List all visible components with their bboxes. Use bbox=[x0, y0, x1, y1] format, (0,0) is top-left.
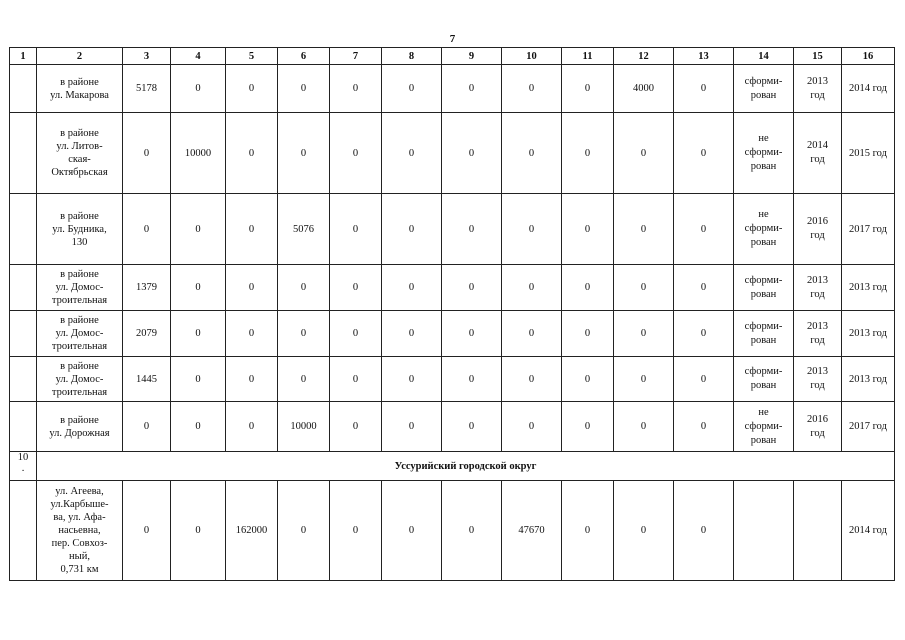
value-cell-8: 0 bbox=[382, 481, 442, 581]
header-cell-9: 9 bbox=[442, 48, 502, 65]
section-number: 10 . bbox=[10, 452, 37, 481]
value-cell-11: 0 bbox=[562, 194, 614, 265]
value-cell-9: 0 bbox=[442, 357, 502, 402]
value-cell-8: 0 bbox=[382, 113, 442, 194]
value-cell-8: 0 bbox=[382, 194, 442, 265]
object-name-cell: в районе ул. Макарова bbox=[37, 65, 123, 113]
value-cell-7: 0 bbox=[330, 402, 382, 452]
year-end-cell: 2017 год bbox=[842, 194, 895, 265]
value-cell-4: 0 bbox=[171, 194, 226, 265]
header-row bbox=[10, 48, 895, 65]
value-cell-5: 0 bbox=[226, 357, 278, 402]
value-cell-8: 0 bbox=[382, 402, 442, 452]
value-cell-9: 0 bbox=[442, 311, 502, 357]
year-end-cell: 2013 год bbox=[842, 311, 895, 357]
value-cell-12: 0 bbox=[614, 194, 674, 265]
table-row bbox=[10, 113, 895, 194]
year-end-cell: 2014 год bbox=[842, 481, 895, 581]
value-cell-13: 0 bbox=[674, 194, 734, 265]
header-cell-10: 10 bbox=[502, 48, 562, 65]
year-start-cell: 2013 год bbox=[794, 265, 842, 311]
row-number-cell bbox=[10, 402, 37, 452]
value-cell-5: 0 bbox=[226, 265, 278, 311]
header-cell-2: 2 bbox=[37, 48, 123, 65]
value-cell-10: 0 bbox=[502, 113, 562, 194]
value-cell-7: 0 bbox=[330, 194, 382, 265]
year-end-cell: 2017 год bbox=[842, 402, 895, 452]
value-cell-12: 0 bbox=[614, 265, 674, 311]
value-cell-9: 0 bbox=[442, 65, 502, 113]
value-cell-4: 0 bbox=[171, 311, 226, 357]
value-cell-10: 0 bbox=[502, 402, 562, 452]
table-row bbox=[10, 194, 895, 265]
value-cell-9: 0 bbox=[442, 113, 502, 194]
value-cell-6: 10000 bbox=[278, 402, 330, 452]
table-row bbox=[10, 481, 895, 581]
value-cell-11: 0 bbox=[562, 481, 614, 581]
header-cell-4: 4 bbox=[171, 48, 226, 65]
object-name-cell: в районе ул. Домос- троительная bbox=[37, 311, 123, 357]
year-start-cell: 2013 год bbox=[794, 311, 842, 357]
value-cell-11: 0 bbox=[562, 113, 614, 194]
row-number-cell bbox=[10, 113, 37, 194]
value-cell-4: 0 bbox=[171, 65, 226, 113]
value-cell-12: 0 bbox=[614, 481, 674, 581]
row-number-cell bbox=[10, 357, 37, 402]
year-start-cell: 2013 год bbox=[794, 357, 842, 402]
row-number-cell bbox=[10, 65, 37, 113]
value-cell-13: 0 bbox=[674, 402, 734, 452]
header-cell-5: 5 bbox=[226, 48, 278, 65]
value-cell-12: 4000 bbox=[614, 65, 674, 113]
header-cell-13: 13 bbox=[674, 48, 734, 65]
value-cell-3: 0 bbox=[123, 113, 171, 194]
value-cell-8: 0 bbox=[382, 265, 442, 311]
header-cell-16: 16 bbox=[842, 48, 895, 65]
year-start-cell: 2016 год bbox=[794, 194, 842, 265]
row-number-cell bbox=[10, 481, 37, 581]
value-cell-12: 0 bbox=[614, 402, 674, 452]
table-row bbox=[10, 65, 895, 113]
value-cell-4: 0 bbox=[171, 265, 226, 311]
object-name-cell: в районе ул. Литов- ская- Октябрьская bbox=[37, 113, 123, 194]
value-cell-11: 0 bbox=[562, 311, 614, 357]
value-cell-7: 0 bbox=[330, 481, 382, 581]
value-cell-12: 0 bbox=[614, 311, 674, 357]
year-end-cell: 2013 год bbox=[842, 265, 895, 311]
header-cell-6: 6 bbox=[278, 48, 330, 65]
year-end-cell: 2014 год bbox=[842, 65, 895, 113]
object-name-cell: в районе ул. Будника, 130 bbox=[37, 194, 123, 265]
value-cell-7: 0 bbox=[330, 357, 382, 402]
header-cell-8: 8 bbox=[382, 48, 442, 65]
value-cell-8: 0 bbox=[382, 357, 442, 402]
value-cell-13: 0 bbox=[674, 113, 734, 194]
year-start-cell: 2013 год bbox=[794, 65, 842, 113]
header-cell-15: 15 bbox=[794, 48, 842, 65]
value-cell-6: 0 bbox=[278, 265, 330, 311]
year-end-cell: 2013 год bbox=[842, 357, 895, 402]
value-cell-4: 10000 bbox=[171, 113, 226, 194]
header-cell-12: 12 bbox=[614, 48, 674, 65]
value-cell-3: 5178 bbox=[123, 65, 171, 113]
object-name-cell: ул. Агеева, ул.Карбыше- ва, ул. Афа- насьевна, пер. Совхоз- ный, 0,731 км bbox=[37, 481, 123, 581]
register-table bbox=[9, 47, 895, 581]
value-cell-9: 0 bbox=[442, 194, 502, 265]
value-cell-7: 0 bbox=[330, 113, 382, 194]
year-start-cell: 2016 год bbox=[794, 402, 842, 452]
value-cell-6: 0 bbox=[278, 113, 330, 194]
status-cell: не сформи- рован bbox=[734, 113, 794, 194]
status-cell: не сформи- рован bbox=[734, 402, 794, 452]
value-cell-11: 0 bbox=[562, 402, 614, 452]
value-cell-10: 0 bbox=[502, 65, 562, 113]
year-start-cell: 2014 год bbox=[794, 113, 842, 194]
value-cell-12: 0 bbox=[614, 357, 674, 402]
value-cell-6: 0 bbox=[278, 311, 330, 357]
section-row bbox=[10, 452, 895, 481]
object-name-cell: в районе ул. Домос- троительная bbox=[37, 265, 123, 311]
value-cell-3: 1445 bbox=[123, 357, 171, 402]
header-cell-11: 11 bbox=[562, 48, 614, 65]
header-cell-3: 3 bbox=[123, 48, 171, 65]
year-start-cell bbox=[794, 481, 842, 581]
value-cell-5: 0 bbox=[226, 194, 278, 265]
value-cell-6: 0 bbox=[278, 357, 330, 402]
value-cell-5: 0 bbox=[226, 311, 278, 357]
value-cell-10: 47670 bbox=[502, 481, 562, 581]
value-cell-13: 0 bbox=[674, 311, 734, 357]
value-cell-3: 0 bbox=[123, 481, 171, 581]
value-cell-9: 0 bbox=[442, 265, 502, 311]
value-cell-4: 0 bbox=[171, 402, 226, 452]
header-cell-14: 14 bbox=[734, 48, 794, 65]
value-cell-4: 0 bbox=[171, 481, 226, 581]
table-row bbox=[10, 311, 895, 357]
value-cell-5: 162000 bbox=[226, 481, 278, 581]
row-number-cell bbox=[10, 265, 37, 311]
value-cell-11: 0 bbox=[562, 357, 614, 402]
value-cell-9: 0 bbox=[442, 481, 502, 581]
value-cell-11: 0 bbox=[562, 65, 614, 113]
value-cell-7: 0 bbox=[330, 265, 382, 311]
value-cell-3: 0 bbox=[123, 402, 171, 452]
value-cell-10: 0 bbox=[502, 357, 562, 402]
value-cell-6: 0 bbox=[278, 481, 330, 581]
value-cell-6: 5076 bbox=[278, 194, 330, 265]
value-cell-5: 0 bbox=[226, 65, 278, 113]
value-cell-11: 0 bbox=[562, 265, 614, 311]
value-cell-5: 0 bbox=[226, 402, 278, 452]
value-cell-8: 0 bbox=[382, 65, 442, 113]
value-cell-5: 0 bbox=[226, 113, 278, 194]
value-cell-13: 0 bbox=[674, 65, 734, 113]
year-end-cell: 2015 год bbox=[842, 113, 895, 194]
value-cell-13: 0 bbox=[674, 265, 734, 311]
value-cell-13: 0 bbox=[674, 481, 734, 581]
value-cell-3: 0 bbox=[123, 194, 171, 265]
table-row bbox=[10, 402, 895, 452]
status-cell: сформи- рован bbox=[734, 311, 794, 357]
value-cell-9: 0 bbox=[442, 402, 502, 452]
header-cell-1: 1 bbox=[10, 48, 37, 65]
table-row bbox=[10, 265, 895, 311]
status-cell: сформи- рован bbox=[734, 357, 794, 402]
value-cell-3: 2079 bbox=[123, 311, 171, 357]
value-cell-3: 1379 bbox=[123, 265, 171, 311]
value-cell-6: 0 bbox=[278, 65, 330, 113]
status-cell: сформи- рован bbox=[734, 265, 794, 311]
value-cell-10: 0 bbox=[502, 311, 562, 357]
value-cell-7: 0 bbox=[330, 65, 382, 113]
status-cell: не сформи- рован bbox=[734, 194, 794, 265]
value-cell-8: 0 bbox=[382, 311, 442, 357]
value-cell-10: 0 bbox=[502, 194, 562, 265]
status-cell: сформи- рован bbox=[734, 65, 794, 113]
value-cell-4: 0 bbox=[171, 357, 226, 402]
row-number-cell bbox=[10, 194, 37, 265]
status-cell bbox=[734, 481, 794, 581]
value-cell-12: 0 bbox=[614, 113, 674, 194]
header-cell-7: 7 bbox=[330, 48, 382, 65]
value-cell-13: 0 bbox=[674, 357, 734, 402]
object-name-cell: в районе ул. Дорожная bbox=[37, 402, 123, 452]
value-cell-7: 0 bbox=[330, 311, 382, 357]
value-cell-10: 0 bbox=[502, 265, 562, 311]
object-name-cell: в районе ул. Домос- троительная bbox=[37, 357, 123, 402]
row-number-cell bbox=[10, 311, 37, 357]
page-number: 7 bbox=[449, 33, 456, 45]
table-row bbox=[10, 357, 895, 402]
section-title: Уссурийский городской округ bbox=[37, 452, 895, 481]
